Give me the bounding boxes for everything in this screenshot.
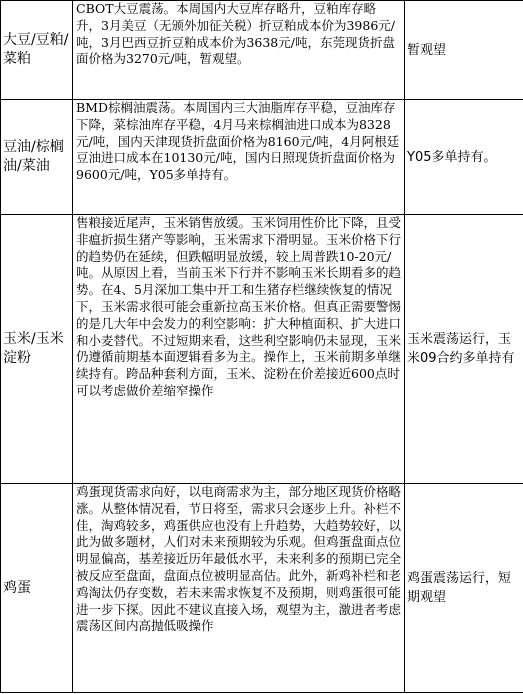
- view-cell: 暂观望: [405, 1, 523, 100]
- analysis-cell: 鸡蛋现货需求向好，以电商需求为主，部分地区现货价格略涨。从整体情况看，节日将至，需求只会逐步上升。补栏不佳，淘鸡较多，鸡蛋供应也没有上升趋势，大趋势较好，以此为做多题材，人们对未来预期较为乐观。但鸡蛋盘面点位明显偏高，基差接近历年最低水平，未来利多的预期已完全被反应至盘面，盘面点位被明显高估。此外，新鸡补栏和老鸡淘汰仍存变数，若未来需求恢复不及预期，则鸡蛋很可能进一步下探。因此不建议直接入场，观望为主，激进者考虑震荡区间内高抛低吸操作: [73, 484, 405, 693]
- analysis-cell: BMD棕榈油震荡。本周国内三大油脂库存平稳，豆油库存下降，菜棕油库存平稳，4月马来棕榈油进口成本为8328元/吨，国内天津现货折盘面价格为8160元/吨，4月阿根廷豆油进口成本在10130元/吨，国内日照现货折盘面价格为9600元/吨，Y05多单持有。: [73, 100, 405, 215]
- analysis-cell: CBOT大豆震荡。本周国内大豆库存略升，豆粕库存略升，3月美豆（无颁外加征关税）折豆粕成本价为3986元/吨，3月巴西豆折豆粕成本价为3638元/吨，东莞现货折盘面价格为3270元/吨，暂观望。: [73, 1, 405, 100]
- analysis-cell: 售粮接近尾声，玉米销售放缓。玉米饲用性价比下降，且受非瘟折损生猪产等影响，玉米需求下滑明显。玉米价格下行的趋势仍在延续，但跌幅明显放缓，较上周普跌10-20元/吨。从原因上看，当前玉米下行并不影响玉米长期看多的趋势。在4、5月深加工集中开工和生猪存栏继续恢复的情况下，玉米需求很可能会重新拉高玉米价格。但真正需要警惕的是几大年中会发力的利空影响：扩大种植面积、扩大进口和小麦替代。不过短期来看，这些利空影响仍未显现，玉米仍遵循前期基本面逻辑看多为主。操作上，玉米前期多单继续持有。跨品种套利方面，玉米、淀粉在价差接近600点时可以考虑做价差缩窄操作: [73, 215, 405, 484]
- table-row: [1, 1, 523, 100]
- category-cell: 大豆/豆粕/菜粕: [1, 1, 73, 100]
- view-cell: 玉米震荡运行，玉米09合约多单持有: [405, 215, 523, 484]
- table-row: [1, 484, 523, 693]
- category-cell: 鸡蛋: [1, 484, 73, 693]
- view-cell: Y05多单持有。: [405, 100, 523, 215]
- category-cell: 豆油/棕榈油/菜油: [1, 100, 73, 215]
- category-cell: 玉米/玉米淀粉: [1, 215, 73, 484]
- table-row: [1, 215, 523, 484]
- view-cell: 鸡蛋震荡运行，短期观望: [405, 484, 523, 693]
- table-row: [1, 100, 523, 215]
